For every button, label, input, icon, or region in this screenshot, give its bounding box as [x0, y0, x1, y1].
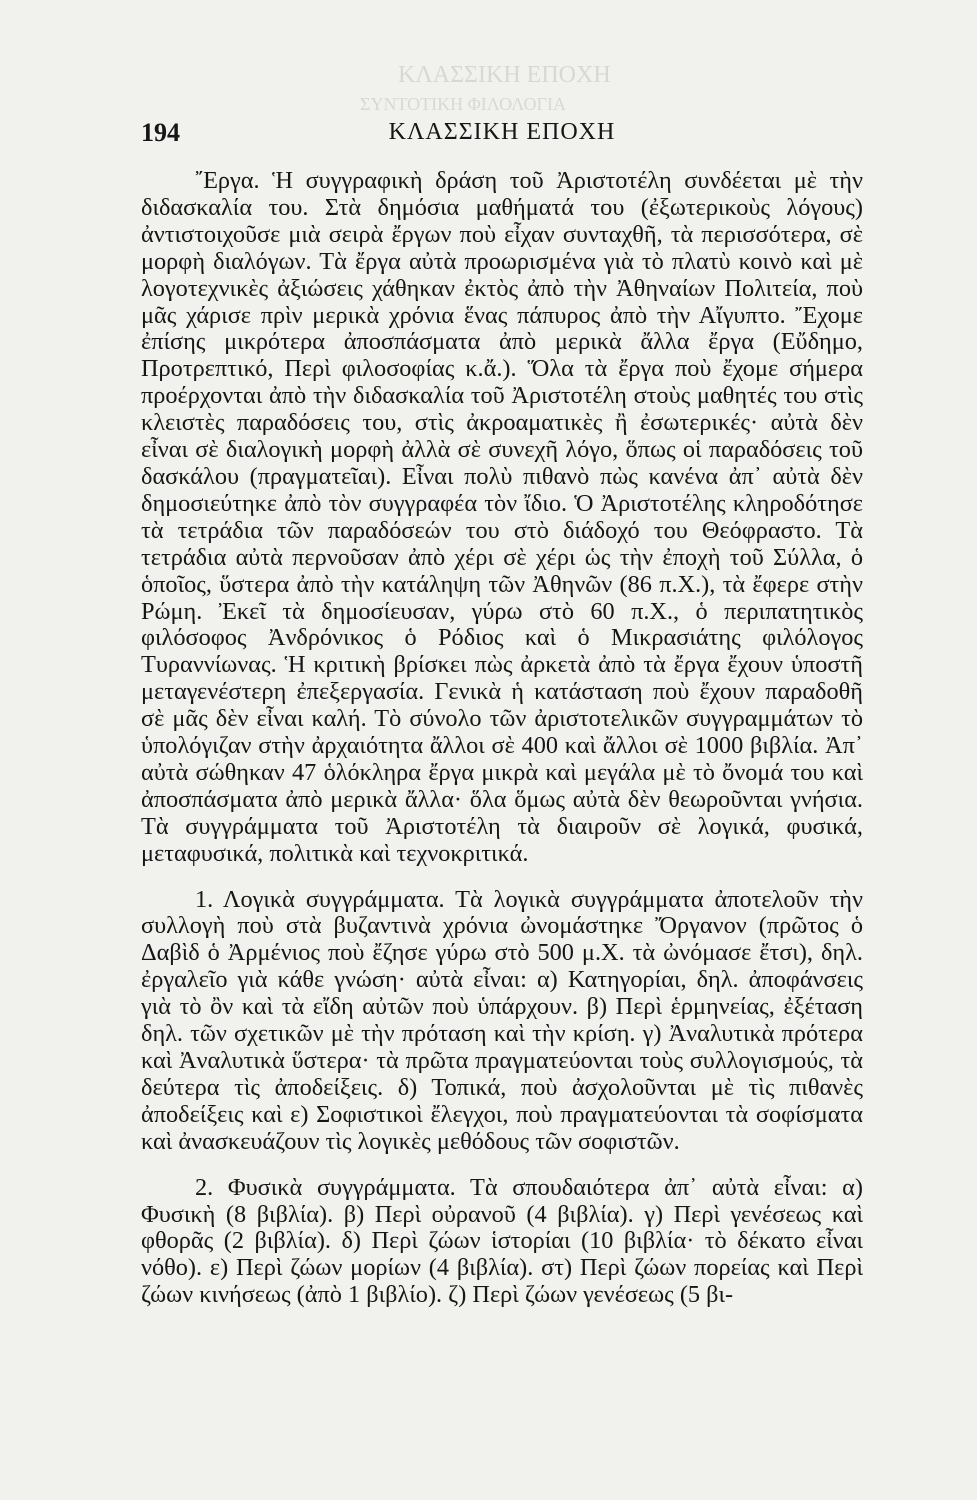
paragraph-physical-writings: 2. Φυσικὰ συγγράμματα. Τὰ σπουδαιότερα ἀπ᾿ αὐτὰ εἶναι: α) Φυσικὴ (8 βιβλία). β) Περὶ οὐρανοῦ (4 βιβλία). γ) Περὶ γενέσεως καὶ φθορᾶς (2 βιβλία). δ) Περὶ ζώων ἱστορίαι (10 βιβλία· τὸ δέκατο εἶναι νόθο). ε) Περὶ ζώων μορίων (4 βιβλία). στ) Περὶ ζώων πορείας καὶ Περὶ ζώων κινήσεως (ἀπὸ 1 βιβλίο). ζ) Περὶ ζώων γενέσεως (5 βι-	[141, 1173, 863, 1309]
running-head: ΚΛΑΣΣΙΚΗ ΕΠΟΧΗ	[388, 119, 616, 145]
paragraph-logical-writings: 1. Λογικὰ συγγράμματα. Τὰ λογικὰ συγγράμματα ἀποτελοῦν τὴν συλλογὴ ποὺ στὰ βυζαντινὰ χρόνια ὠνομάστηκε Ὄργανον (πρῶτος ὁ Δαβὶδ ὁ Ἀρμένιος ποὺ ἔζησε γύρω στὸ 500 μ.Χ. τὰ ὠνόμασε ἔτσι), δηλ. ἐργαλεῖο γιὰ κάθε γνώση· αὐτὰ εἶναι: α) Κατηγορίαι, δηλ. ἀποφάνσεις γιὰ τὸ ὂν καὶ τὰ εἴδη αὐτῶν ποὺ ὑπάρχουν. β) Περὶ ἑρμηνείας, ἐξέταση δηλ. τῶν σχετικῶν μὲ τὴν πρόταση καὶ τὴν κρίση. γ) Ἀναλυτικὰ πρότερα καὶ Ἀναλυτικὰ ὕστερα· τὰ πρῶτα πραγματεύονται τοὺς συλλογισμούς, τὰ δεύτερα τὶς ἀποδείξεις. δ) Τοπικά, ποὺ ἀσχολοῦνται μὲ τὶς πιθανὲς ἀποδείξεις καὶ ε) Σοφιστικοὶ ἔλεγχοι, ποὺ πραγματεύονται τὰ σοφίσματα καὶ ἀνασκευάζουν τὶς λογικὲς μεθόδους τῶν σοφιστῶν.	[141, 885, 863, 1155]
bleed-through-heading: ΚΛΑΣΣΙΚΗ ΕΠΟΧΗ	[398, 62, 611, 88]
page-number: 194	[141, 118, 180, 147]
paragraph-gap	[141, 868, 863, 887]
paragraph-works: ῎Εργα. Ἡ συγγραφικὴ δράση τοῦ Ἀριστοτέλη συνδέεται μὲ τὴν διδασκαλία του. Στὰ δημόσια μαθήματά του (ἐξωτερικοὺς λόγους) ἀντιστοιχοῦσε μιὰ σειρὰ ἔργων ποὺ εἶχαν συνταχθῆ, τὰ περισσότερα, σὲ μορφὴ διαλόγων. Τὰ ἔργα αὐτὰ προωρισμένα γιὰ τὸ πλατὺ κοινὸ καὶ μὲ λογοτεχνικὲς ἀξιώσεις χάθηκαν ἐκτὸς ἀπὸ τὴν Ἀθηναίων Πολιτεία, ποὺ μᾶς χάρισε πρὶν μερικὰ χρόνια ἕνας πάπυρος ἀπὸ τὴν Αἴγυπτο. Ἔχομε ἐπίσης μικρότερα ἀποσπάσματα ἀπὸ μερικὰ ἄλλα ἔργα (Εὔδημο, Προτρεπτικό, Περὶ φιλοσοφίας κ.ἄ.). Ὅλα τὰ ἔργα ποὺ ἔχομε σήμερα προέρχονται ἀπὸ τὴν διδασκαλία τοῦ Ἀριστοτέλη στοὺς μαθητές του στὶς κλειστὲς παραδόσεις του, στὶς ἀκροαματικὲς ἢ ἐσωτερικές· αὐτὰ δὲν εἶναι σὲ διαλογικὴ μορφὴ ἀλλὰ σὲ συνεχῆ λόγο, ὅπως οἱ παραδόσεις τοῦ δασκάλου (πραγματεῖαι). Εἶναι πολὺ πιθανὸ πὼς κανένα ἀπ᾿ αὐτὰ δὲν δημοσιεύτηκε ἀπὸ τὸν συγγραφέα τὸν ἴδιο. Ὁ Ἀριστοτέλης κληροδότησε τὰ τετράδια τῶν παραδόσεών του στὸ διάδοχό του Θεόφραστο. Τὰ τετράδια αὐτὰ περνοῦσαν ἀπὸ χέρι σὲ χέρι ὡς τὴν ἐποχὴ τοῦ Σύλλα, ὁ ὁποῖος, ὕστερα ἀπὸ τὴν κατάληψη τῶν Ἀθηνῶν (86 π.Χ.), τὰ ἔφερε στὴν Ρώμη. Ἐκεῖ τὰ δημοσίευσαν, γύρω στὸ 60 π.Χ., ὁ περιπατητικὸς φιλόσοφος Ἀνδρόνικος ὁ Ρόδιος καὶ ὁ Μικρασιάτης φιλόλογος Τυραννίωνας. Ἡ κριτικὴ βρίσκει πὼς ἀρκετὰ ἀπὸ τὰ ἔργα ἔχουν ὑποστῆ μεταγενέστερη ἐπεξεργασία. Γενικὰ ἡ κατάσταση ποὺ ἔχουν παραδοθῆ σὲ μᾶς δὲν εἶναι καλή. Τὸ σύνολο τῶν ἀριστοτελικῶν συγγραμμάτων τὸ ὑπολόγιζαν στὴν ἀρχαιότητα ἄλλοι σὲ 400 καὶ ἄλλοι σὲ 1000 βιβλία. Ἀπ᾿ αὐτὰ σώθηκαν 47 ὁλόκληρα ἔργα μικρὰ καὶ μεγάλα μὲ τὸ ὄνομά του καὶ ἀποσπάσματα ἀπὸ μερικὰ ἄλλα· ὅλα ὅμως αὐτὰ δὲν θεωροῦνται γνήσια. Τὰ συγγράμματα τοῦ Ἀριστοτέλη τὰ διαιροῦν σὲ λογικά, φυσικά, μεταφυσικά, πολιτικὰ καὶ τεχνοκριτικά.	[141, 167, 863, 867]
paragraph-gap	[141, 1156, 863, 1175]
body-text	[141, 168, 863, 1309]
page-header	[141, 118, 863, 158]
bleed-through-subheading: ΣΥΝΤΟΤΙΚΗ ΦΙΛΟΛΟΓΙΑ	[360, 94, 566, 114]
